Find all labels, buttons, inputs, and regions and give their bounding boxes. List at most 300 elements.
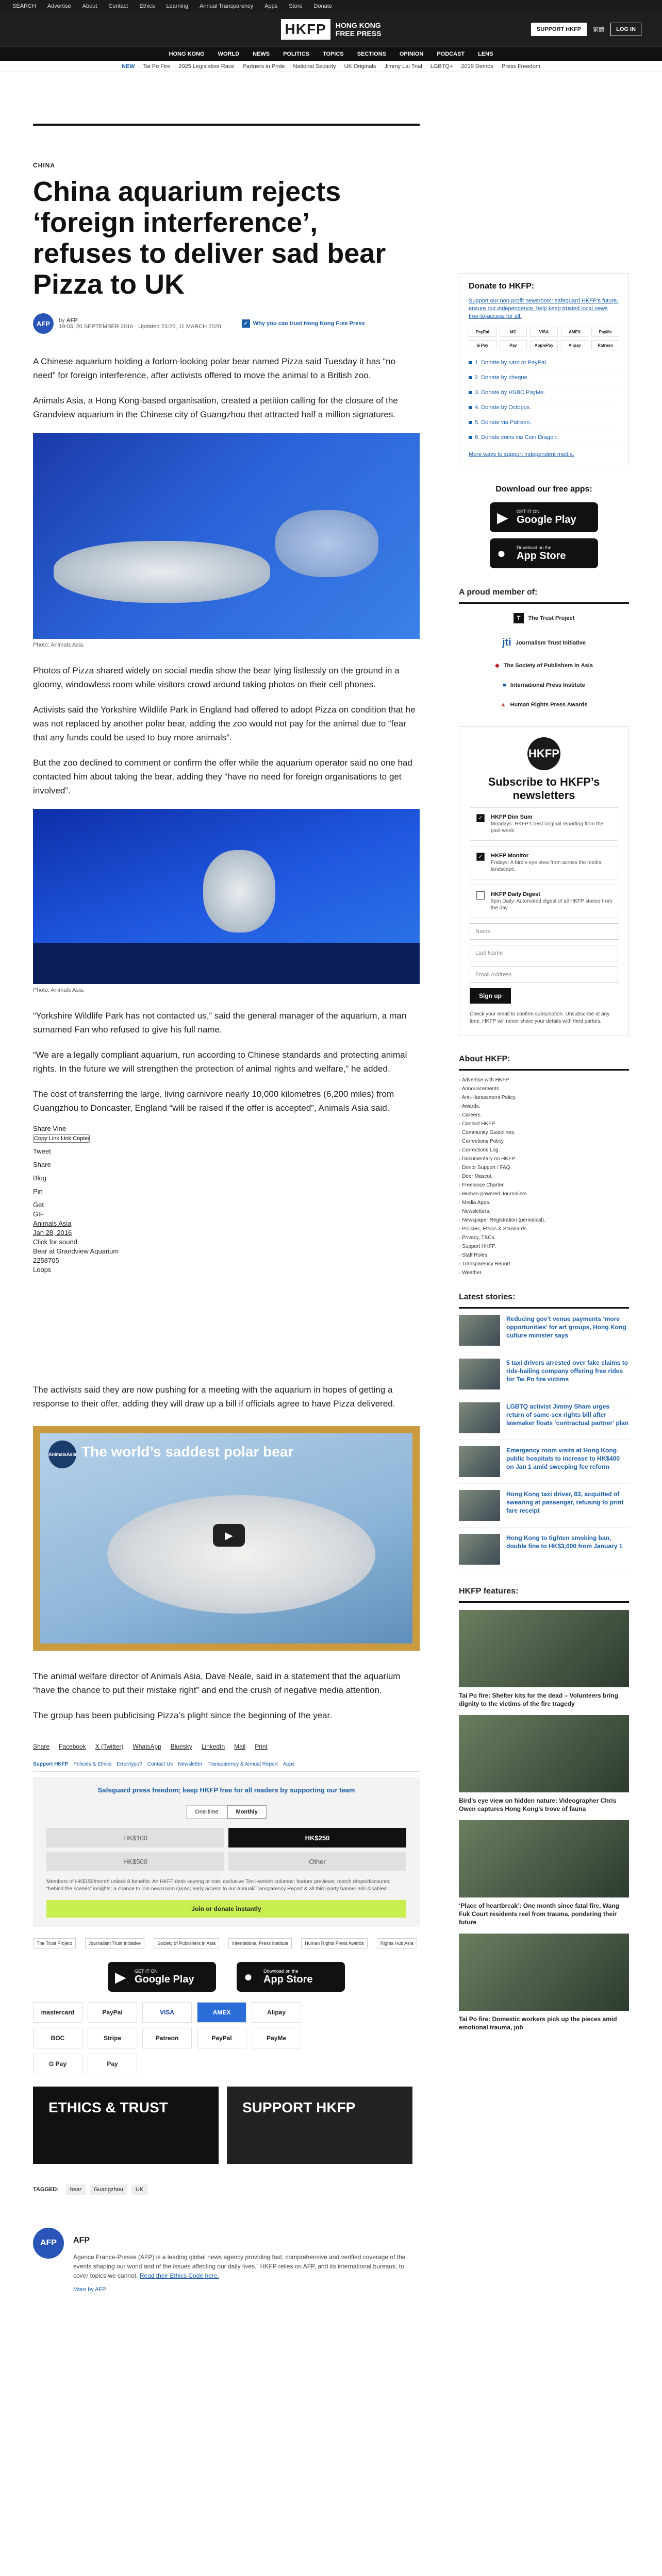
story-title[interactable]: Reducing gov’t venue payments ‘more opportunities’ for art groups, Hong Kong culture minister says [506,1315,626,1339]
login-button[interactable]: LOG IN [610,23,641,36]
store-big-text: App Store [263,1974,313,1985]
embed-title: Bear at Grandview Aquarium [33,1247,119,1255]
feature-image[interactable] [459,1934,629,2011]
feature-item[interactable] [459,1715,629,1813]
paragraph: The cost of transferring the large, living carnivore nearly 10,000 kilometres (6,200 miles) from Guangzhou to Doncaster, England “will be raised if the offer is accepted”, Animals Asia said. [33,1089,394,1113]
ethics-code-link[interactable]: Read their Ethics Code here. [139,2272,219,2279]
ethics-banner[interactable]: ETHICS & TRUST [33,2087,219,2164]
payment-logos [33,2002,353,2074]
paragraph: “Yorkshire Wildlife Park has not contacted us,” said the general manager of the aquarium, a man surnamed Fan who refused to give his full name. [33,1011,407,1035]
hkfp-badge: HKFP [527,737,560,770]
payment-icon: G Pay [469,340,496,350]
payment-icon: AMEX [561,327,589,337]
jti-icon: jti [502,637,511,648]
donate-title: Donate to HKFP: [469,282,535,291]
apps-widget [459,485,629,568]
play-store-icon: ▶ [115,1969,126,1985]
polar-bear-image [54,541,270,603]
newsletter-name: HKFP Daily Digest [491,891,540,897]
transparency-report-link[interactable]: Transparency & Annual Report [207,1761,278,1767]
member-name: The Trust Project [528,615,575,621]
partner-logo[interactable]: Society of Publishers in Asia [154,1938,219,1948]
newsletter-option[interactable] [470,885,618,918]
video-title: The world’s saddest polar bear [81,1444,294,1460]
photo-caption: Photo: Animals Asia. [33,987,85,993]
play-icon[interactable]: ▶ [213,1524,245,1547]
donate-button[interactable]: Join or donate instantly [46,1900,406,1918]
store-big-text: Google Play [517,514,576,526]
trust-project-icon: T [514,613,524,623]
x-share-button[interactable]: X (Twitter) [95,1743,124,1750]
feature-item[interactable] [459,1610,629,1708]
payment-icon: Pay [500,340,527,350]
about-link[interactable]: › Staff Roles. [459,1251,629,1260]
mail-share-button[interactable]: Mail [234,1743,246,1750]
logo-line-2: FREE PRESS [335,29,382,38]
author-box [33,2228,420,2293]
checkbox-checked-icon[interactable]: ✓ [476,814,485,822]
about-link[interactable]: › Human-powered Journalism. [459,1190,629,1198]
tag[interactable]: bear [66,2184,86,2195]
article-photo[interactable] [33,433,420,639]
nav-sections[interactable]: SECTIONS [357,50,386,57]
payment-logo[interactable]: VISA [142,2002,192,2023]
bluesky-share-button[interactable]: Bluesky [170,1743,192,1750]
trending-item[interactable]: 2025 Legislative Race [178,63,235,70]
share-bar [33,1743,420,1750]
payment-logo[interactable]: AMEX [197,2002,246,2023]
author-name[interactable]: AFP [66,317,78,324]
sidebar [459,273,629,2031]
sopa-icon: ◆ [495,663,500,669]
app-store-buttons [33,1962,420,1992]
app-store-button[interactable] [490,538,598,568]
partner-logo[interactable]: Human Rights Press Awards [301,1938,367,1948]
payment-logo[interactable]: Alipay [252,2002,301,2023]
support-link[interactable]: Support HKFP [33,1761,69,1767]
nav-opinion[interactable]: OPINION [399,50,424,57]
transparency-link[interactable]: Annual Transparency [200,3,254,9]
nav-world[interactable]: WORLD [218,50,240,57]
promo-banners [33,2087,420,2164]
feature-title[interactable]: Bird’s eye view on hidden nature: Videographer Chris Owen captures Hong Kong’s trove of fauna [459,1797,617,1812]
about-link[interactable]: › Advertise with HKFP. [459,1076,629,1084]
top-utility-bar [0,0,662,12]
trending-label: NEW [122,63,135,70]
tags [33,2184,420,2195]
checkbox-icon[interactable] [476,891,485,900]
membership-note: Members of HK$150/month unlock 8 benefits: An HKFP desk keyring or tote; exclusive Tim Hamlett columns; feature previews; merch drops/discounts; “behind the scenes” insights; a chance to join newsroom Q&As; early access to our Annual/Transparency Report & all third-party banner ads disabled. [46,1879,391,1892]
typo-link[interactable]: Error/typo? [117,1761,142,1767]
nav-lens[interactable]: LENS [478,50,493,57]
about-link[interactable]: › Documentary on HKFP. [459,1155,629,1163]
about-link[interactable]: › Anti-Harassment Policy. [459,1093,629,1102]
donate-option[interactable]: 1. Donate by card or PayPal. [469,355,619,370]
trending-item[interactable]: Press Freedom [501,63,540,70]
about-link[interactable]: › Policies, Ethics & Standards. [459,1225,629,1233]
trending-item[interactable]: Jimmy Lai Trial [384,63,422,70]
contact-us-link[interactable]: Contact Us [147,1761,173,1767]
about-link[interactable]: › Careers. [459,1111,629,1120]
tab-monthly[interactable]: Monthly [227,1805,267,1819]
blog-link[interactable]: Blog [33,1174,47,1182]
payment-icon: PayMe [591,327,619,337]
apps-link[interactable]: Apps [283,1761,295,1767]
nav-politics[interactable]: POLITICS [283,50,309,57]
author-box-name[interactable]: AFP [73,2236,90,2245]
sidebar-store-buttons [459,502,629,568]
newsletter-title: Subscribe to HKFP’s newsletters [488,775,600,802]
gif-link[interactable]: GIF [33,1210,44,1218]
advertise-link[interactable]: Advertise [47,3,71,9]
paragraph: “We are a legally compliant aquarium, run according to Chinese standards and protecting animal rights. In the future we will strengthen the protection of animal rights and welfare,” he added. [33,1050,407,1074]
polar-bear-image [203,850,275,933]
logo-line-1: HONG KONG [335,21,381,29]
trending-item[interactable]: LGBTQ+ [430,63,453,70]
video-brand-logo: AnimalsAsia [48,1440,76,1468]
about-link[interactable]: About [82,3,97,9]
store-small-text: Download on the [263,1969,299,1974]
polar-bear-image [107,1495,375,1614]
story-title[interactable]: Emergency room visits at Hong Kong public hospitals to increase to HK$400 on Jan 1 amid sweeping fee reform [506,1447,620,1470]
list-item[interactable] [459,1396,629,1440]
publish-date: 19:03, 20 SEPTEMBER 2016 · Updated 23:26, 11 MARCH 2020 [59,324,221,330]
newsletter-name: HKFP Monitor [491,853,529,859]
trust-link[interactable] [242,319,365,328]
payment-logo[interactable]: PayMe [252,2028,301,2048]
donation-heading: Safeguard press freedom; keep HKFP free for all readers by supporting our team [97,1786,355,1794]
about-link[interactable]: › Community Guidelines. [459,1128,629,1137]
member-logo[interactable] [501,702,588,708]
trending-item[interactable]: UK Originals [344,63,376,70]
feature-item[interactable] [459,1820,629,1926]
paragraph: A Chinese aquarium holding a forlorn-looking polar bear named Pizza said Tuesday it has “no need” for foreign interference, after activists offered to move the animal to a British zoo. [33,357,396,380]
amount-option[interactable]: HK$500 [46,1852,224,1871]
support-button[interactable]: SUPPORT HKFP [531,23,587,36]
membership-widget [459,588,629,708]
newsletter-note: Check your email to confirm subscription. Unsubscribe at any time. HKFP will never share your details with third parties. [470,1011,610,1024]
copy-link-input[interactable] [33,1134,90,1143]
newsletter-desc: Mondays: HKFP’s best original reporting from the past week. [491,821,604,834]
trending-item[interactable]: 2019 Demos [461,63,493,70]
payment-logo[interactable]: G Pay [33,2054,82,2074]
about-link[interactable]: › Awards. [459,1102,629,1111]
logo-mark: HKFP [281,19,330,40]
tweet-link[interactable]: Tweet [33,1147,51,1155]
partner-logos [33,1938,420,1948]
newsletter-option[interactable] [470,807,618,841]
paragraph: The group has been publicising Pizza’s plight since the beginning of the year. [33,1710,332,1720]
hrpa-icon: ▲ [500,702,506,708]
share-button[interactable]: Share [33,1743,50,1750]
about-link[interactable]: › Weather. [459,1268,629,1277]
name-field[interactable]: Name [470,923,618,940]
member-logo[interactable] [514,613,575,623]
story-title[interactable]: LGBTQ activist Jimmy Sham urges return of same-sex rights bill after lawmaker floats ‘contractual partner’ plan [506,1403,629,1427]
partner-logo[interactable]: The Trust Project [33,1938,76,1948]
about-list [459,1076,629,1277]
byline-text [59,317,221,330]
payment-icon: PayPal [469,327,496,337]
about-link[interactable]: › Support HKFP. [459,1242,629,1251]
footer-links [33,1761,420,1772]
embed-loops-count: 2258705 [33,1257,59,1264]
google-play-button[interactable] [108,1962,216,1992]
amount-option[interactable]: HK$250 [228,1828,406,1848]
about-link[interactable]: › Newsletters. [459,1207,629,1216]
header-actions [531,23,641,36]
story-thumbnail[interactable] [459,1490,500,1521]
photo-caption: Photo: Animals Asia. [33,642,85,648]
tag[interactable]: UK [131,2184,147,2195]
share-link[interactable]: Share [33,1161,51,1168]
ipi-icon: ■ [503,682,506,688]
site-logo[interactable] [281,19,382,40]
more-by-author-link[interactable]: More by AFP [73,2286,106,2293]
paragraph: Activists said the Yorkshire Wildlife Park in England had offered to adopt Pizza on condition that he was not replaced by another polar bear, adding the zoo would not pay for the animal due to “fear that any funds could be used to buy more animals”. [33,705,416,742]
member-name: The Society of Publishers in Asia [503,662,593,669]
learning-link[interactable]: Learning [166,3,189,9]
list-item[interactable] [459,1352,629,1396]
newsletter-name: HKFP Dim Sum [491,814,533,820]
payment-logo[interactable]: Stripe [88,2028,137,2048]
partner-logo[interactable]: Rights Hub Asia [377,1938,417,1948]
author-bio [73,2252,420,2280]
newsletter-link[interactable]: Newsletter [178,1761,203,1767]
main-nav [0,46,662,61]
payment-logo[interactable]: Pay [88,2054,137,2074]
store-small-text: Download on the [517,545,552,550]
member-logos [459,613,629,708]
get-link[interactable]: Get [33,1201,44,1209]
nav-hong-kong[interactable]: HONG KONG [169,50,205,57]
page-title: China aquarium rejects ‘foreign interference’, refuses to deliver sad bear Pizza to UK [33,176,386,300]
article-column [33,129,420,2293]
about-link[interactable]: › Deer Mascot. [459,1172,629,1181]
nav-topics[interactable]: TOPICS [322,50,344,57]
donate-options [469,355,619,445]
vine-embed [33,1124,420,1275]
payment-logo[interactable]: PayPal [197,2028,246,2048]
donate-option[interactable]: 3. Donate by HSBC PayMe. [469,385,619,400]
print-button[interactable]: Print [255,1743,268,1750]
newsletter-desc: Fridays: A bird’s-eye view from across the media landscape. [491,860,602,872]
author-info [73,2228,420,2293]
story-thumbnail[interactable] [459,1402,500,1433]
language-toggle[interactable]: 繁體 [593,27,605,33]
store-small-text: GET IT ON [517,509,540,514]
donate-link[interactable]: Donate [313,3,332,9]
partner-logo[interactable]: Journalism Trust Initiative [85,1938,145,1948]
latest-title: Latest stories: [459,1293,629,1309]
whatsapp-share-button[interactable]: WhatsApp [133,1743,161,1750]
paragraph: Animals Asia, a Hong Kong-based organisation, created a petition calling for the closure of the Grandview aquarium in the Chinese city of Guangzhou that attracted half a million signatures. [33,396,398,419]
bear-reflection [275,510,378,577]
newsletter-desc: 6pm Daily: Automated digest of all HKFP stories from the day. [491,899,613,911]
facebook-share-button[interactable]: Facebook [59,1743,86,1750]
trending-item[interactable]: National Security [293,63,336,70]
features-title: HKFP features: [459,1587,629,1603]
amount-option[interactable]: HK$100 [46,1828,224,1848]
donate-text-link[interactable]: Support our non-profit newsroom: safeguard HKFP’s future, ensure our independence, help keep trusted local news free-to-access for all. [469,298,619,319]
about-link[interactable]: › Media Apps. [459,1198,629,1207]
feature-item[interactable] [459,1934,629,2031]
about-link[interactable]: › Corrections Log. [459,1146,629,1155]
about-link[interactable]: › Newspaper Registration (periodical). [459,1216,629,1225]
signup-button[interactable]: Sign up [470,988,511,1004]
app-store-button[interactable] [237,1962,345,1992]
payment-icon: Alipay [561,340,589,350]
member-title: A proud member of: [459,588,629,604]
category-label[interactable]: CHINA [33,162,55,169]
linkedin-share-button[interactable]: LinkedIn [201,1743,225,1750]
donate-option[interactable]: 6. Donate coins via Coin Dragon. [469,430,619,445]
feature-title[interactable]: Tai Po fire: Domestic workers pick up the pieces amid emotional trauma, job [459,2015,617,2031]
about-link[interactable]: › Privacy, T&Cs. [459,1233,629,1242]
youtube-embed[interactable] [33,1426,420,1651]
logo-text [336,21,382,38]
apps-link[interactable]: Apps [264,3,278,9]
embed-loops-label: Loops [33,1266,52,1274]
apple-icon: ● [244,1969,253,1985]
features-widget [459,1587,629,2031]
member-name: Journalism Trust Initiative [515,639,586,646]
donate-option[interactable]: 2. Donate by cheque. [469,370,619,385]
amount-option[interactable]: Other [228,1852,406,1871]
story-title[interactable]: Hong Kong taxi driver, 83, acquitted of swearing at passenger, refusing to print fare receipt [506,1490,624,1514]
payment-icon: MC [500,327,527,337]
email-field[interactable]: Email Address [470,967,618,983]
feature-title[interactable]: ‘Place of heartbreak’: One month since fatal fire, Wang Fuk Court residents reel from trauma, pondering their future [459,1902,619,1926]
check-icon: ✓ [242,319,250,328]
article-photo[interactable] [33,809,420,984]
trust-text: Why you can trust Hong Kong Free Press [253,320,365,327]
payment-icon: VISA [530,327,558,337]
frequency-tabs [46,1805,406,1819]
author-bio-text: Agence France-Presse (AFP) is a leading global news agency providing fast, comprehensive and verified coverage of the events shaping our world and of the issues affecting our daily lives.” HKFP relies on AFP, and its international bureaus, to cover topics we cannot. [73,2253,406,2279]
trending-bar [0,61,662,72]
partner-logo[interactable]: International Press Institute [228,1938,292,1948]
embed-sound[interactable]: Click for sound [33,1238,77,1246]
byline [33,313,420,334]
features-list [459,1610,629,2031]
donate-widget [459,273,629,466]
paragraph: But the zoo declined to comment or confirm the offer while the aquarium operator said no one had contacted him about taking the bear, adding they “have no need for foreign organisations to get involved”. [33,758,412,795]
paragraph: The animal welfare director of Animals Asia, Dave Neale, said in a statement that the aquarium “have the chance to put their mistake right” and end the crush of negative media attention. [33,1671,401,1695]
trending-item[interactable]: Tai Po Fire [143,63,171,70]
amount-options [46,1828,406,1871]
video-frame [40,1433,412,1643]
member-logo[interactable] [503,682,585,688]
ethics-link[interactable]: Ethics [139,3,155,9]
list-item[interactable] [459,1440,629,1484]
apps-title: Download our free apps: [495,485,592,494]
checkbox-checked-icon[interactable]: ✓ [476,853,485,861]
newsletter-widget [459,726,629,1036]
story-thumbnail[interactable] [459,1315,500,1346]
payment-logo[interactable]: mastercard [33,2002,82,2023]
about-link[interactable]: › Announcements. [459,1084,629,1093]
payment-logo[interactable]: BOC [33,2028,82,2048]
store-big-text: App Store [517,550,566,562]
payment-logo[interactable]: PayPal [88,2002,137,2023]
trending-item[interactable]: Partners in Pride [242,63,285,70]
latest-widget [459,1293,629,1571]
about-link[interactable]: › Corrections Policy. [459,1137,629,1146]
feature-title[interactable]: Tai Po fire: Shelter kits for the dead – Volunteers bring dignity to the victims of the fire tragedy [459,1692,618,1707]
latest-list [459,1309,629,1571]
member-logo[interactable] [502,637,586,649]
section-rule [33,124,420,126]
nav-podcast[interactable]: PODCAST [437,50,465,57]
play-store-icon: ▶ [497,510,508,526]
pin-link[interactable]: Pin [33,1188,43,1195]
search-link[interactable]: SEARCH [12,3,36,9]
story-thumbnail[interactable] [459,1534,500,1565]
apple-icon: ● [497,545,506,561]
by-label: by [59,317,65,324]
list-item[interactable] [459,1484,629,1528]
donate-option[interactable]: 4. Donate by Octopus. [469,400,619,415]
member-name: International Press Institute [510,682,585,688]
story-thumbnail[interactable] [459,1446,500,1477]
more-ways-link[interactable]: More ways to support independent media. [469,451,574,457]
tags-label: TAGGED: [33,2187,59,2193]
story-thumbnail[interactable] [459,1359,500,1389]
store-small-text: GET IT ON [135,1969,158,1974]
policies-link[interactable]: Policies & Ethics [73,1761,112,1767]
donate-option[interactable]: 5. Donate via Patreon. [469,415,619,430]
share-vine-link[interactable]: Share Vine [33,1125,67,1132]
about-link[interactable]: › Contact HKFP. [459,1120,629,1128]
payment-icon: Patreon [591,340,619,350]
paragraph: Photos of Pizza shared widely on social media show the bear lying listlessly on the ground in a gloomy, windowless room while visitors crowd around taking photos on their cell phones. [33,666,400,689]
embed-author[interactable]: Animals Asia [33,1219,72,1227]
story-title[interactable]: 5 taxi drivers arrested over fake claims to ride-hailing company offering free rides for Tai Po fire victims [506,1359,628,1383]
payment-logo[interactable]: Patreon [142,2028,192,2048]
tag[interactable]: Guangzhou [90,2184,127,2195]
feature-image[interactable] [459,1715,629,1792]
site-header [0,12,662,46]
paragraph: The activists said they are now pushing for a meeting with the aquarium in hopes of getting a response to their offer, adding they will draw up a bill if officials agree to have Pizza delivered. [33,1385,395,1409]
last-name-field[interactable]: Last Name [470,945,618,961]
about-link[interactable]: › Donor Support / FAQ. [459,1163,629,1172]
feature-image[interactable] [459,1610,629,1687]
member-logo[interactable] [495,662,593,669]
nav-news[interactable]: NEWS [253,50,270,57]
tab-one-time[interactable]: One-time [186,1805,227,1819]
feature-image[interactable] [459,1820,629,1897]
store-link[interactable]: Store [289,3,303,9]
support-banner[interactable]: SUPPORT HKFP [227,2087,412,2164]
about-link[interactable]: › Transparency Report. [459,1260,629,1268]
newsletter-option[interactable] [470,846,618,879]
about-title: About HKFP: [459,1055,629,1071]
about-widget [459,1055,629,1277]
about-link[interactable]: › Freelance Charter. [459,1181,629,1190]
story-title[interactable]: Hong Kong to tighten smoking ban, double fine to HK$3,000 from January 1 [506,1534,623,1550]
member-name: Human Rights Press Awards [510,702,588,708]
embed-date[interactable]: Jan 28, 2016 [33,1229,72,1236]
google-play-button[interactable] [490,502,598,532]
contact-link[interactable]: Contact [108,3,128,9]
avatar[interactable]: AFP [33,313,54,334]
donation-box [33,1777,420,1927]
list-item[interactable] [459,1309,629,1352]
avatar[interactable]: AFP [33,2228,64,2259]
donate-text [469,297,619,320]
list-item[interactable] [459,1528,629,1571]
